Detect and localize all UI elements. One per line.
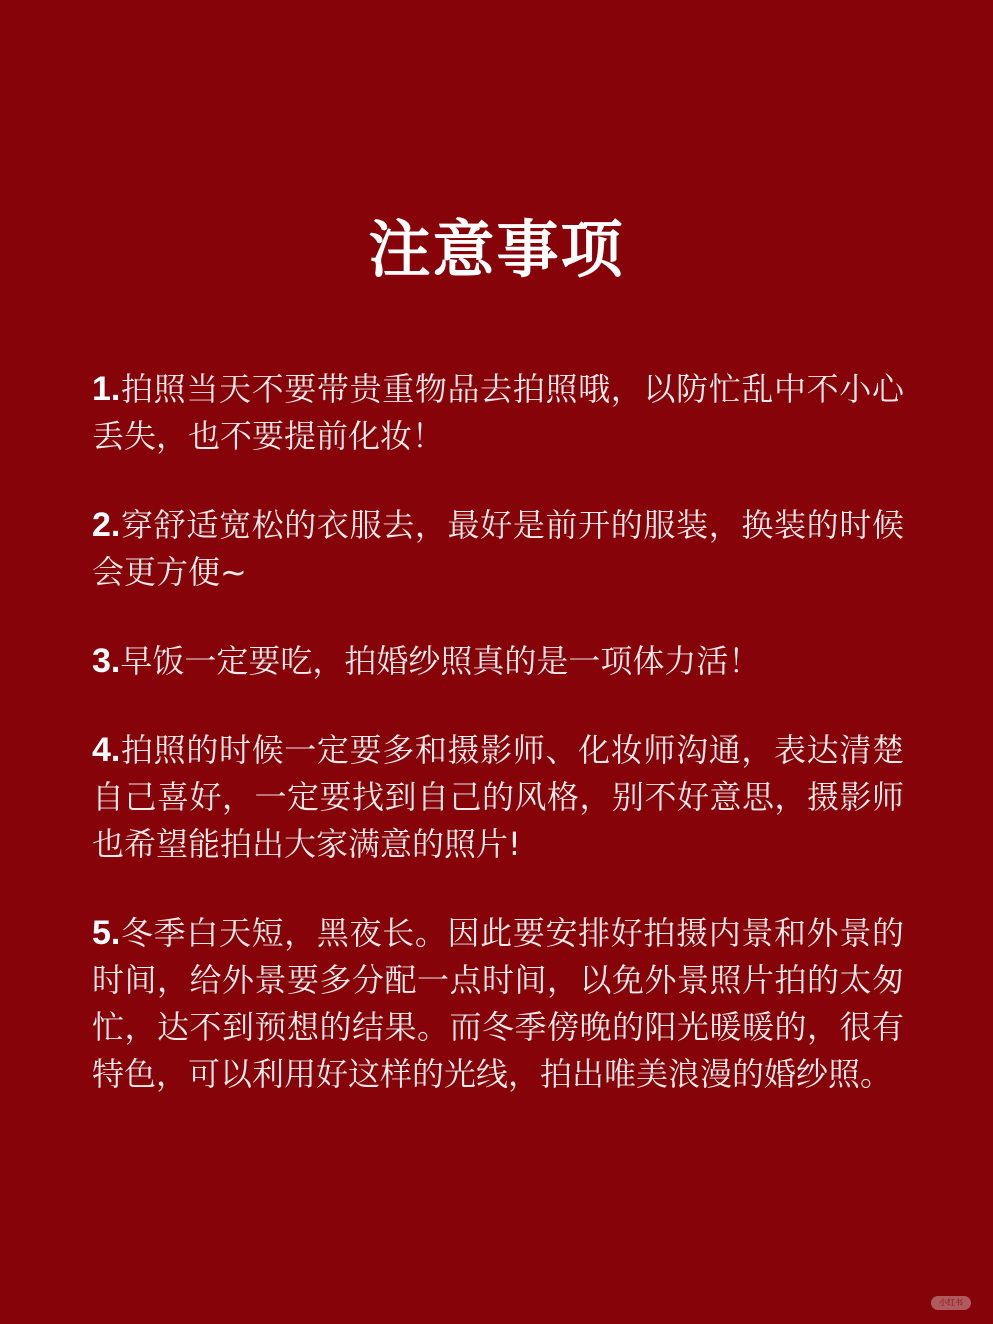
item-text: 早饭一定要吃，拍婚纱照真的是一项体力活！ xyxy=(120,642,761,680)
list-item xyxy=(92,910,904,1098)
watermark-logo: 小红书 xyxy=(931,1296,971,1310)
item-number: 5. xyxy=(92,914,121,952)
item-text: 穿舒适宽松的衣服去，最好是前开的服装，换装的时候会更方便~ xyxy=(92,506,904,591)
item-number: 2. xyxy=(92,506,121,544)
tips-list xyxy=(92,366,904,1140)
list-item xyxy=(92,727,904,868)
list-item xyxy=(92,638,904,685)
list-item xyxy=(92,502,904,596)
item-number: 3. xyxy=(92,642,121,680)
item-text: 冬季白天短，黑夜长。因此要安排好拍摄内景和外景的时间，给外景要多分配一点时间，以免外景照片拍的太匆忙，达不到预想的结果。而冬季傍晚的阳光暖暖的，很有特色，可以利用好这样的光线，拍出唯美浪漫的婚纱照。 xyxy=(92,914,904,1093)
list-item xyxy=(92,366,904,460)
item-number: 1. xyxy=(92,370,121,408)
item-text: 拍照的时候一定要多和摄影师、化妆师沟通，表达清楚自己喜好，一定要找到自己的风格，别不好意思，摄影师也希望能拍出大家满意的照片! xyxy=(92,731,904,863)
page-title: 注意事项 xyxy=(368,212,625,286)
item-number: 4. xyxy=(92,731,121,769)
item-text: 拍照当天不要带贵重物品去拍照哦，以防忙乱中不小心丢失，也不要提前化妆！ xyxy=(92,370,904,455)
